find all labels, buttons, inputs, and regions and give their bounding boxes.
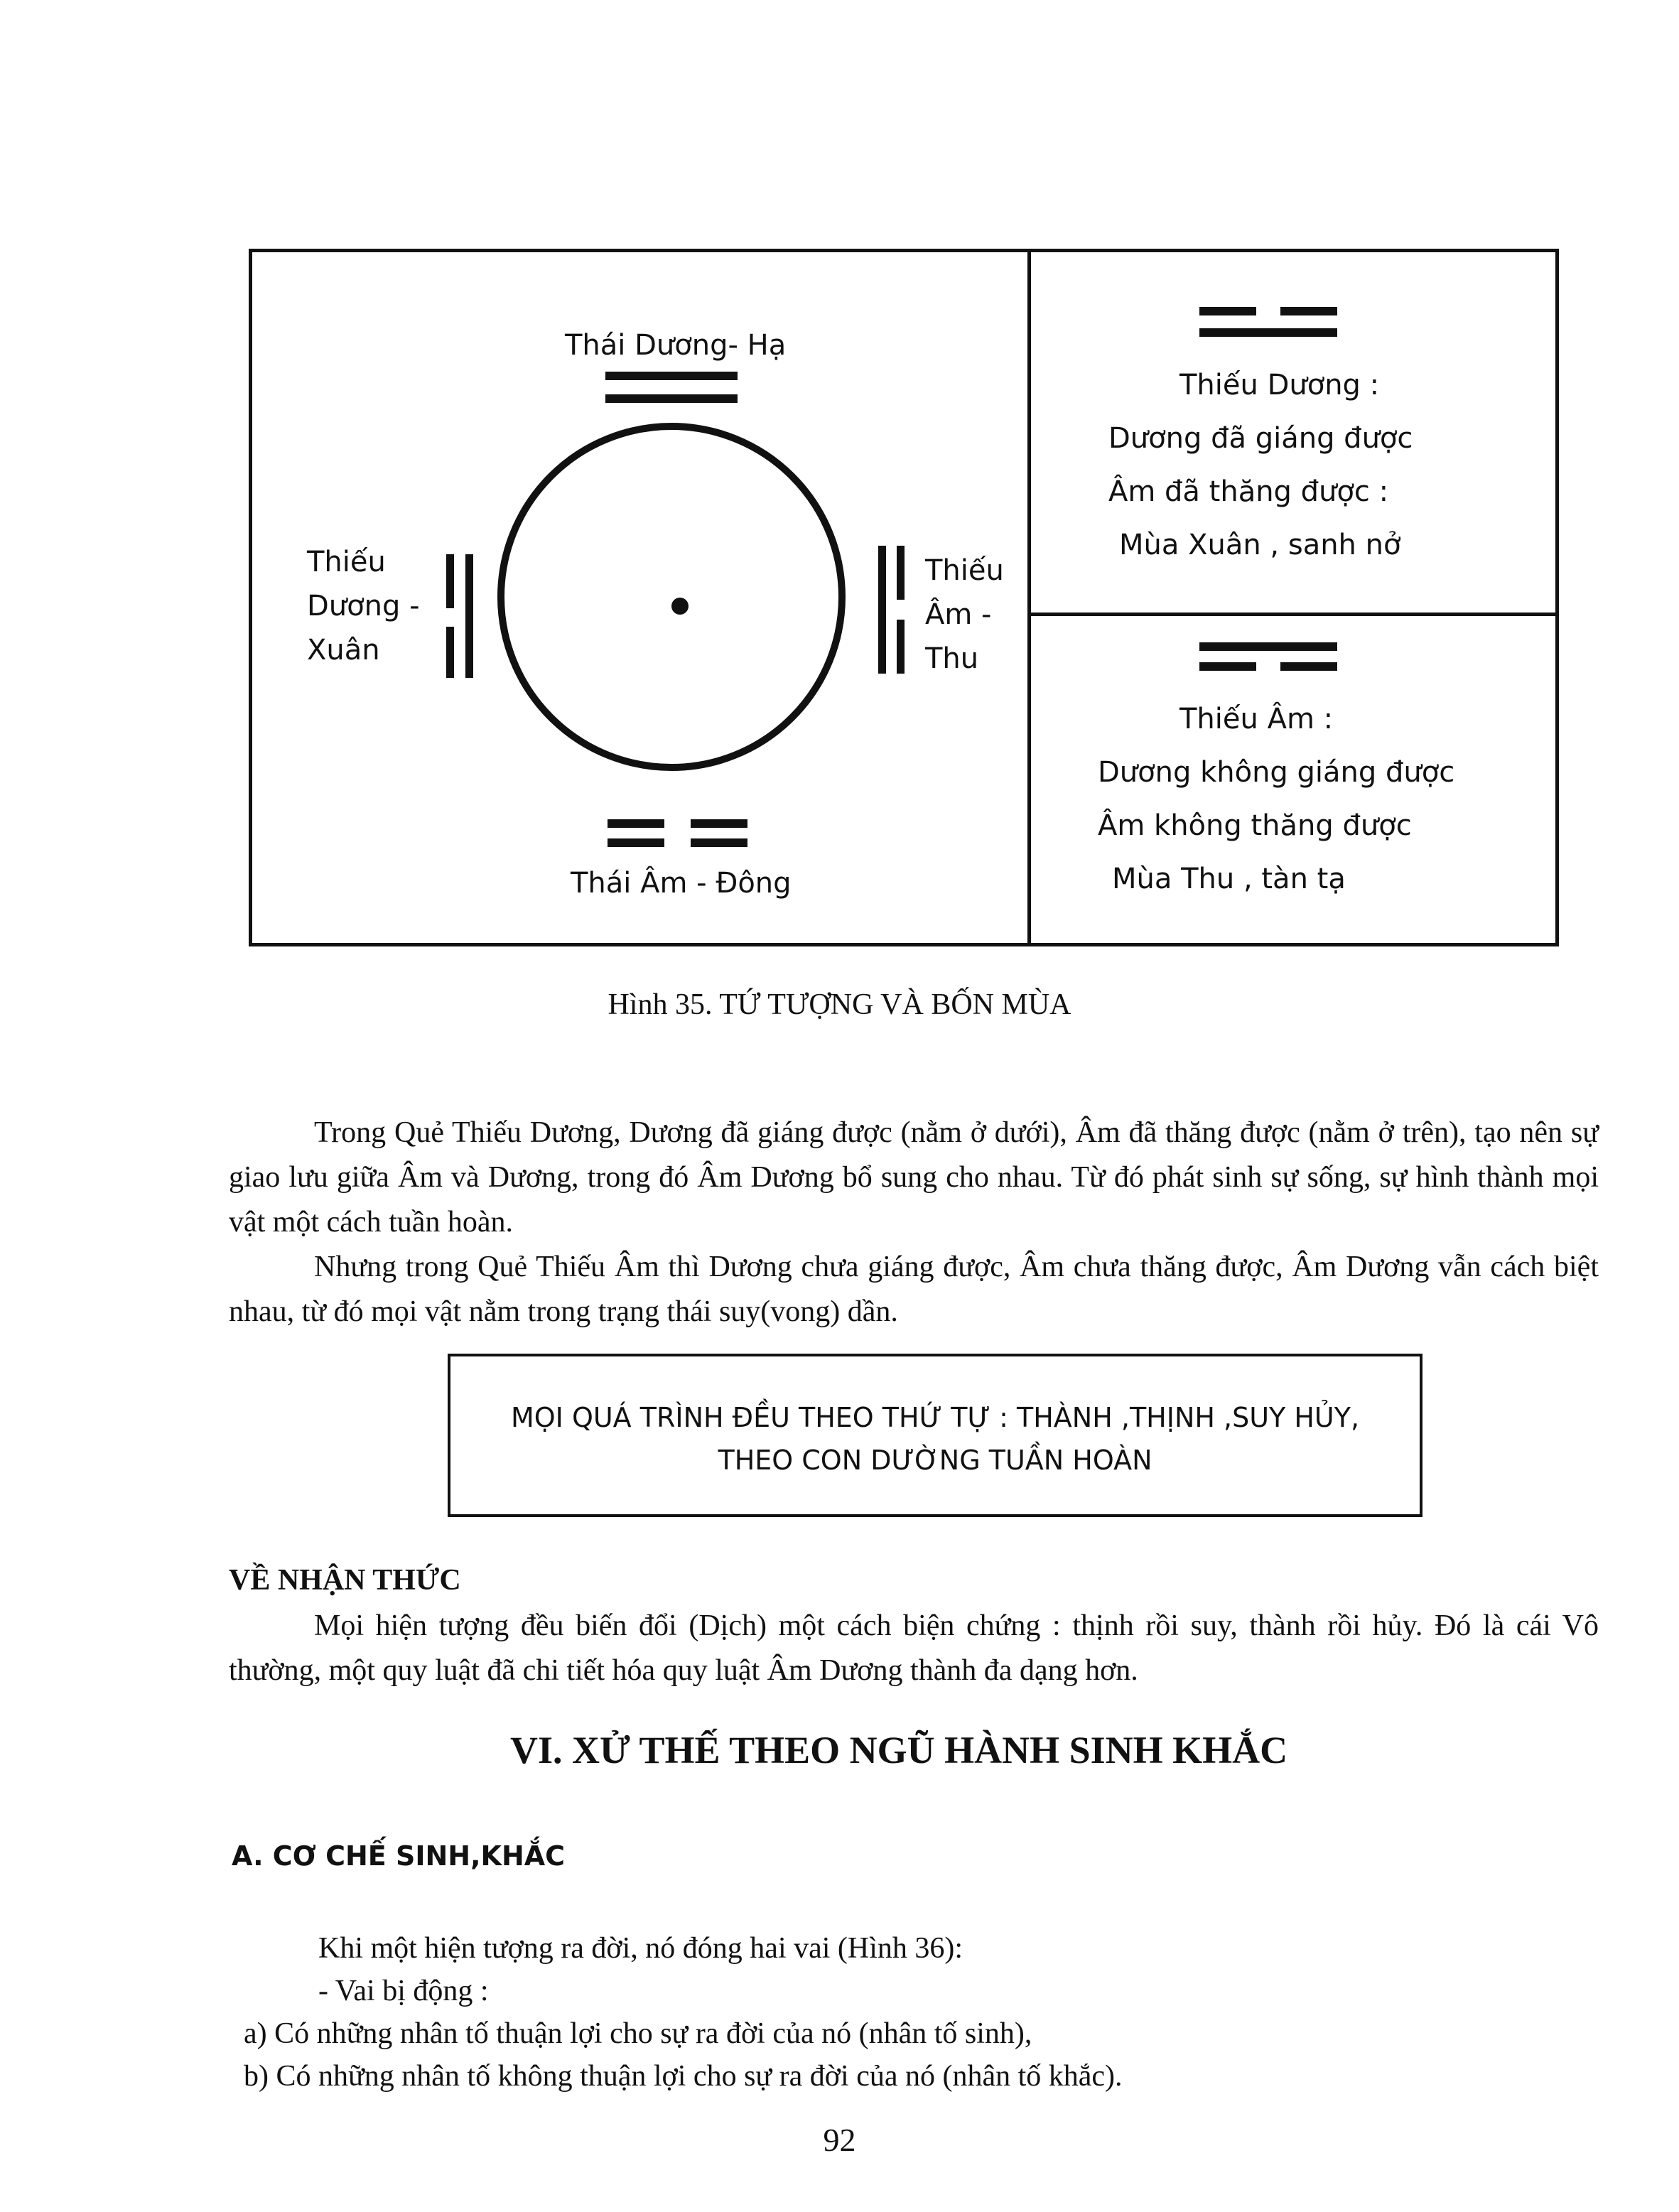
paragraph-thieu-duong: Trong Quẻ Thiếu Dương, Dương đã giáng được (nằm ở dưới), Âm đã thăng được (nằm ở trên), tạo nên sự giao lưu giữa Âm và Dương, trong đó Âm Dương bổ sung cho nhau. Từ đó phát sinh sự sống, sự hình thành mọi vật một cách tuần hoàn. [229,1116,1599,1239]
section-title: VI. XỬ THẾ THEO NGŨ HÀNH SINH KHẮC [510,1729,1288,1771]
trigram-right-solid [878,546,886,674]
paragraph-ve-nhan-thuc: Mọi hiện tượng đều biến đổi (Dịch) một cách biện chứng : thịnh rồi suy, thành rồi hủy. Đó là cái Vô thường, một quy luật đã chi tiết hóa quy luật Âm Dương thành đa dạng hơn. [229,1609,1599,1687]
label-thieu-am-thu: Thiếu Âm - Thu [925,554,1004,675]
figure-divider-horizontal [1027,613,1559,616]
hexagram-line-bottom-1b [691,819,747,828]
body-line-4: b) Có những nhân tố không thuận lợi cho sự ra đời của nó (nhân tố khắc). [244,2060,1123,2093]
body-line-2: - Vai bị động : [318,1975,489,2007]
page-number: 92 [823,2122,856,2158]
circle-center-dot [671,598,689,615]
figure-caption: Hình 35. TỨ TƯỢNG VÀ BỐN MÙA [608,988,1071,1021]
hexagram-line-top-1 [605,372,738,380]
trigram-right-broken-upper [897,546,905,600]
quote-text: MỌI QUÁ TRÌNH ĐỀU THEO THỨ TỰ : THÀNH ,THỊNH ,SUY HỦY, THEO CON DƯỜNG TUẦN HOÀN [510,1402,1360,1476]
hexagram-line-top-2 [605,394,738,403]
trigram-left-broken-upper [446,554,454,608]
symbol-thieu-am-broken-a [1199,662,1256,671]
symbol-thieu-duong-broken-a [1199,307,1256,315]
body-line-3: a) Có những nhân tố thuận lợi cho sự ra đời của nó (nhân tố sinh), [244,2017,1032,2050]
body-line-1: Khi một hiện tượng ra đời, nó đóng hai vai (Hình 36): [318,1932,963,1965]
symbol-thieu-am-solid [1199,642,1337,651]
trigram-left-solid [465,554,473,678]
symbol-thieu-duong-solid [1199,328,1337,337]
desc-thieu-duong: Thiếu Dương : Dương đã giáng được Âm đã thăng được : Mùa Xuân , sanh nở [1108,369,1413,561]
label-thieu-duong-xuan: Thiếu Dương - Xuân [307,546,420,667]
symbol-thieu-duong-broken-b [1280,307,1337,315]
trigram-left-broken-lower [446,627,454,678]
symbol-thieu-am-broken-b [1280,662,1337,671]
circle-cycle [497,423,846,771]
hexagram-line-bottom-1a [608,819,664,828]
heading-ve-nhan-thuc: VỀ NHẬN THỨC [229,1564,461,1597]
paragraph-thieu-am: Nhưng trong Quẻ Thiếu Âm thì Dương chưa giáng được, Âm chưa thăng được, Âm Dương vẫn cách biệt nhau, từ đó mọi vật nằm trong trạng thái suy(vong) dần. [229,1251,1599,1328]
trigram-right-broken-lower [897,620,905,674]
desc-thieu-am: Thiếu Âm : Dương không giáng được Âm không thăng được Mùa Thu , tàn tạ [1098,703,1455,895]
subsection-title: A. CƠ CHẾ SINH,KHẮC [232,1840,566,1872]
label-thai-duong-ha: Thái Dương- Hạ [565,329,787,362]
label-thai-am-dong: Thái Âm - Đông [571,867,792,900]
figure-divider-vertical [1027,249,1031,946]
hexagram-line-bottom-2b [691,838,747,847]
hexagram-line-bottom-2a [608,838,664,847]
